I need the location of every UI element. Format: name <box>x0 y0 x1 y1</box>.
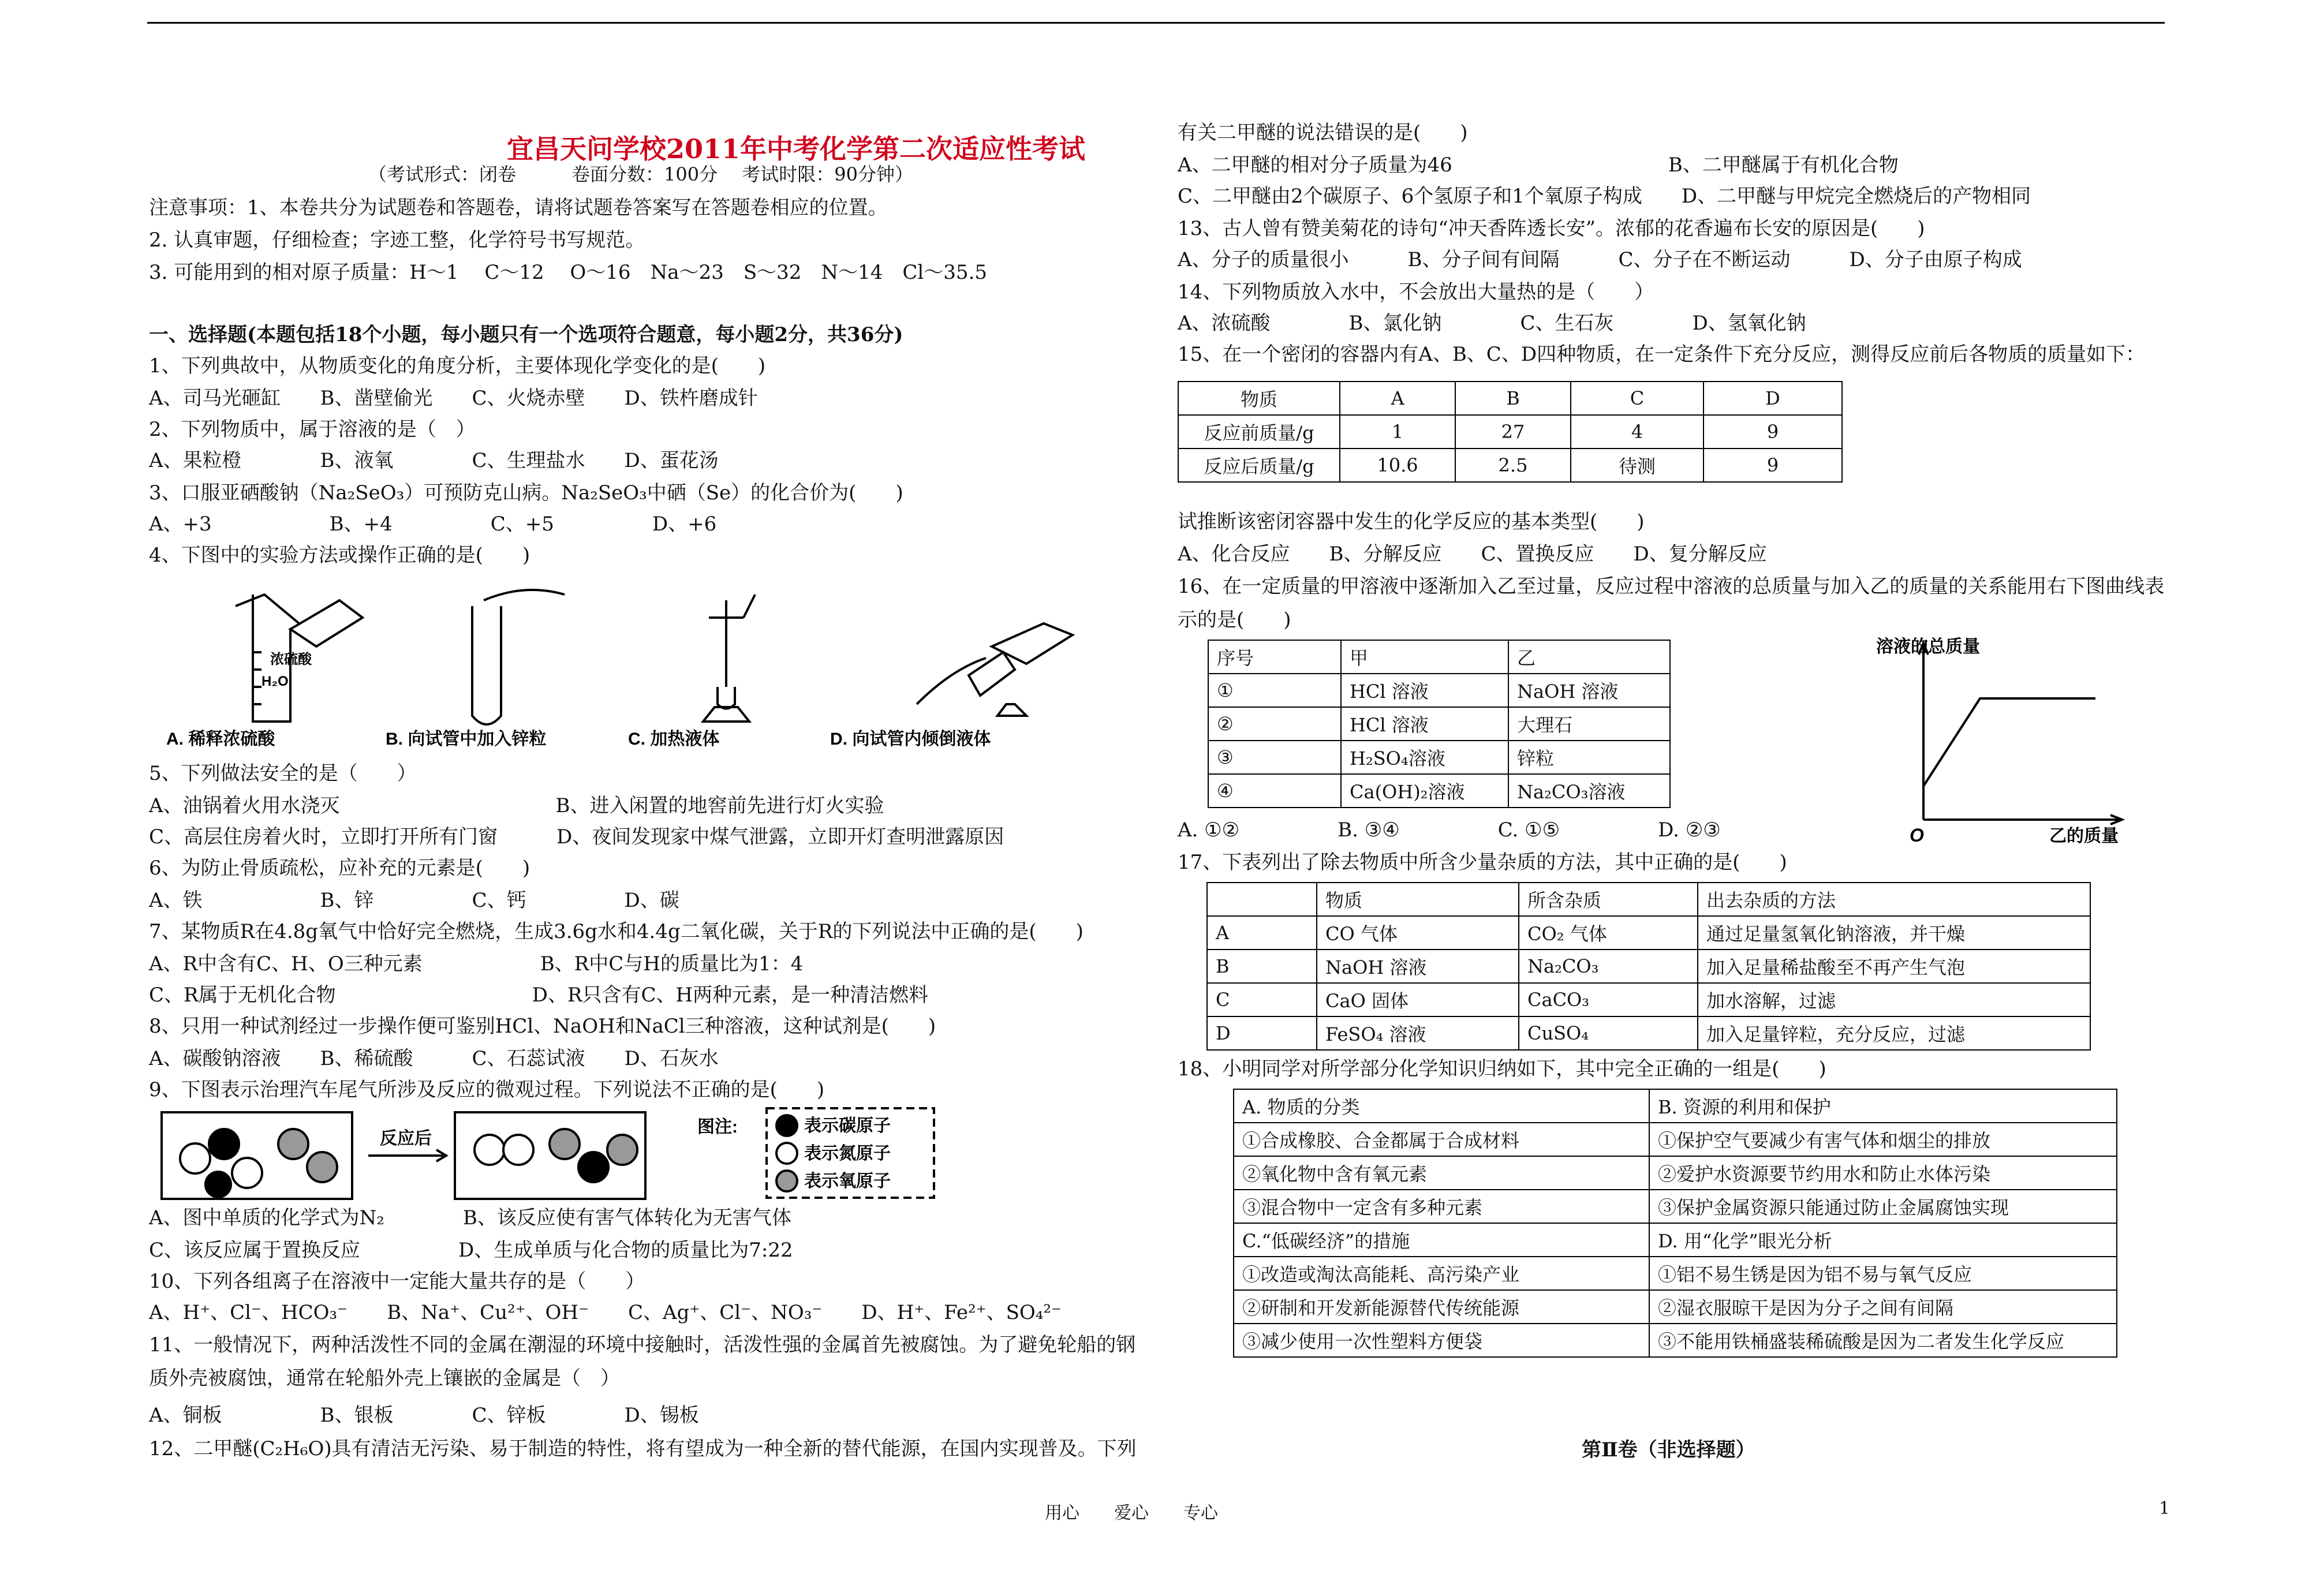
table-cell: 加入足量锌粒，充分反应，过滤 <box>1698 1016 2090 1050</box>
table-cell: HCl 溶液 <box>1341 674 1508 707</box>
table-cell: 所含杂质 <box>1519 883 1698 916</box>
question-line: 8、只用一种试剂经过一步操作便可鉴别HCl、NaOH和NaCl三种溶液，这种试剂是( ) <box>149 1015 936 1038</box>
table-cell: ①改造或淘汰高能耗、高污染产业 <box>1234 1257 1649 1290</box>
table-cell: A <box>1207 916 1317 950</box>
question-line: 9、下图表示治理汽车尾气所涉及反应的微观过程。下列说法不正确的是( ) <box>149 1078 825 1101</box>
question-line: 11、一般情况下，两种活泼性不同的金属在潮湿的环境中接触时，活泼性强的金属首先被腐蚀。为了避免轮船的钢 <box>149 1333 1136 1356</box>
option-line: C、高层住房着火时，立即打开所有门窗 D、夜间发现家中煤气泄露，立即开灯查明泄露原因 <box>149 825 1004 849</box>
notes-line: 注意事项：1、本卷共分为试题卷和答题卷，请将试题卷答案写在答题卷相应的位置。 <box>149 196 888 219</box>
table-cell: 乙 <box>1508 640 1670 674</box>
option-line: A、图中单质的化学式为N₂ B、该反应使有害气体转化为无害气体 <box>149 1206 791 1229</box>
table-cell: 9 <box>1703 415 1842 448</box>
table-cell: 物质 <box>1317 883 1519 916</box>
table-cell: D <box>1207 1016 1317 1050</box>
option-line: A、碳酸钠溶液 B、稀硫酸 C、石蕊试液 D、石灰水 <box>149 1047 719 1070</box>
table-q16 <box>1208 640 1671 808</box>
table-cell: Ca(OH)₂溶液 <box>1341 774 1508 808</box>
fig4-label: A. 稀释浓硫酸 <box>166 730 275 749</box>
table-row <box>1208 741 1670 774</box>
question-line: 15、在一个密闭的容器内有A、B、C、D四种物质，在一定条件下充分反应，测得反应前后各物质的质量如下： <box>1178 343 2146 366</box>
table-q17 <box>1206 882 2091 1051</box>
table-cell: C <box>1207 983 1317 1016</box>
top-rule <box>147 22 2165 24</box>
table-cell: 序号 <box>1208 640 1341 674</box>
legend-title: 图注: <box>697 1117 738 1137</box>
table-row <box>1234 1290 2117 1324</box>
table-cell: NaOH 溶液 <box>1317 950 1519 983</box>
table-cell: CaCO₃ <box>1519 983 1698 1016</box>
table-cell: 2.5 <box>1455 448 1571 482</box>
chart-origin: O <box>1910 825 1924 846</box>
option-line: A. ①② B. ③④ C. ①⑤ D. ②③ <box>1178 818 1721 842</box>
chart-ylabel <box>1876 637 1980 656</box>
table-cell: 1 <box>1340 415 1455 448</box>
question-line: 18、小明同学对所学部分化学知识归纳如下，其中完全正确的一组是( ) <box>1178 1057 1826 1081</box>
reaction-arrow-label: 反应后 <box>380 1129 432 1148</box>
table-row <box>1207 950 2090 983</box>
table-cell: 10.6 <box>1340 448 1455 482</box>
table-row <box>1208 640 1670 674</box>
question-line: 示的是( ) <box>1178 608 1291 631</box>
option-line: A、司马光砸缸 B、凿壁偷光 C、火烧赤壁 D、铁杵磨成针 <box>149 387 758 410</box>
table-row <box>1178 448 1842 482</box>
question-line: 质外壳被腐蚀，通常在轮船外壳上镶嵌的金属是（ ） <box>149 1367 620 1390</box>
table-cell: CaO 固体 <box>1317 983 1519 1016</box>
notes-line: 2. 认真审题，仔细检查；字迹工整，化学符号书写规范。 <box>149 229 645 252</box>
option-line: C、该反应属于置换反应 D、生成单质与化合物的质量比为7:22 <box>149 1239 793 1262</box>
table-cell: 反应前质量/g <box>1178 415 1340 448</box>
table-cell: ③不能用铁桶盛装稀硫酸是因为二者发生化学反应 <box>1649 1324 2117 1357</box>
q16-curve-chart <box>1865 635 2153 849</box>
section-heading: 一、选择题(本题包括18个小题，每小题只有一个选项符合题意，每小题2分，共36分) <box>149 323 903 346</box>
option-line: A、铁 B、锌 C、钙 D、碳 <box>149 889 679 912</box>
fig4-label: B. 向试管中加入锌粒 <box>386 730 547 749</box>
table-cell: A <box>1340 382 1455 415</box>
table-cell: A. 物质的分类 <box>1234 1089 1649 1123</box>
table-cell: 通过足量氢氧化钠溶液，并干燥 <box>1698 916 2090 950</box>
option-line: A、+3 B、+4 C、+5 D、+6 <box>149 513 717 536</box>
question-line: 1、下列典故中，从物质变化的角度分析，主要体现化学变化的是( ) <box>149 354 766 377</box>
footer-motto: 用心 爱心 专心 <box>1045 1503 1218 1523</box>
table-row <box>1207 883 2090 916</box>
table-cell: ②氧化物中含有氧元素 <box>1234 1156 1649 1190</box>
question-line: 4、下图中的实验方法或操作正确的是( ) <box>149 544 531 567</box>
table-row <box>1234 1223 2117 1257</box>
table-row <box>1207 983 2090 1016</box>
table-cell: ②爱护水资源要节约用水和防止水体污染 <box>1649 1156 2117 1190</box>
table-q15 <box>1178 381 1843 483</box>
question-line: 2、下列物质中，属于溶液的是（ ） <box>149 418 476 441</box>
question-line: 5、下列做法安全的是（ ） <box>149 762 417 785</box>
table-cell: FeSO₄ 溶液 <box>1317 1016 1519 1050</box>
legend-item: 表示氧原子 <box>804 1172 891 1191</box>
option-line: A、分子的质量很小 B、分子间有间隔 C、分子在不断运动 D、分子由原子构成 <box>1178 248 2022 271</box>
question-line: 14、下列物质放入水中，不会放出大量热的是（ ） <box>1178 281 1654 304</box>
table-cell: 9 <box>1703 448 1842 482</box>
fig4-label: D. 向试管内倾倒液体 <box>830 730 991 749</box>
option-line: A、油锅着火用水浇灭 B、进入闲置的地窖前先进行灯火实验 <box>149 794 884 817</box>
question-line: 7、某物质R在4.8g氧气中恰好完全燃烧，生成3.6g水和4.4g二氧化碳，关于R的下列说法中正确的是( ) <box>149 920 1084 943</box>
table-cell: D. 用“化学”眼光分析 <box>1649 1223 2117 1257</box>
question-line: 16、在一定质量的甲溶液中逐渐加入乙至过量，反应过程中溶液的总质量与加入乙的质量的关系能用右下图曲线表 <box>1178 575 2165 598</box>
table-row <box>1208 674 1670 707</box>
table-cell: C <box>1571 382 1703 415</box>
table-row <box>1208 707 1670 741</box>
table-cell: 反应后质量/g <box>1178 448 1340 482</box>
option-line: A、果粒橙 B、液氧 C、生理盐水 D、蛋花汤 <box>149 449 719 472</box>
table-cell: ④ <box>1208 774 1341 808</box>
table-row <box>1234 1190 2117 1223</box>
option-line: A、铜板 B、银板 C、锌板 D、锡板 <box>149 1404 699 1427</box>
table-cell: NaOH 溶液 <box>1508 674 1670 707</box>
table-cell: ①铝不易生锈是因为铝不易与氧气反应 <box>1649 1257 2117 1290</box>
table-cell: ③ <box>1208 741 1341 774</box>
table-cell: 物质 <box>1178 382 1340 415</box>
table-cell: ① <box>1208 674 1341 707</box>
table-row <box>1234 1257 2117 1290</box>
fig4-label: C. 加热液体 <box>628 730 720 749</box>
table-row <box>1234 1156 2117 1190</box>
table-row <box>1207 916 2090 950</box>
table-cell: CO₂ 气体 <box>1519 916 1698 950</box>
table-row <box>1207 1016 2090 1050</box>
question-line: 试推断该密闭容器中发生的化学反应的基本类型( ) <box>1178 510 1645 533</box>
experiment-figure <box>166 583 1090 750</box>
table-row <box>1178 415 1842 448</box>
table-row <box>1208 774 1670 808</box>
table-cell: ①保护空气要减少有害气体和烟尘的排放 <box>1649 1123 2117 1156</box>
option-line: C、R属于无机化合物 D、R只含有C、H两种元素，是一种清洁燃料 <box>149 984 929 1007</box>
table-cell: B <box>1207 950 1317 983</box>
table-cell: Na₂CO₃溶液 <box>1508 774 1670 808</box>
fig4-inner-label: H₂O <box>261 674 289 689</box>
table-cell: ② <box>1208 707 1341 741</box>
table-cell: Na₂CO₃ <box>1519 950 1698 983</box>
table-cell: 锌粒 <box>1508 741 1670 774</box>
reaction-diagram <box>160 1104 969 1202</box>
option-line: A、H⁺、Cl⁻、HCO₃⁻ B、Na⁺、Cu²⁺、OH⁻ C、Ag⁺、Cl⁻、NO₃⁻ D、H⁺、Fe²⁺、SO₄²⁻ <box>149 1301 1062 1324</box>
part-two-heading: 第Ⅱ卷（非选择题） <box>1582 1438 1755 1462</box>
question-line: 13、古人曾有赞美菊花的诗句“冲天香阵透长安”。浓郁的花香遍布长安的原因是( ) <box>1178 217 1925 240</box>
table-cell: 待测 <box>1571 448 1703 482</box>
exam-title: 宜昌天问学校2011年中考化学第二次适应性考试 <box>507 133 1086 165</box>
table-row <box>1234 1324 2117 1357</box>
table-cell <box>1207 883 1317 916</box>
legend-item: 表示氮原子 <box>804 1144 891 1163</box>
table-cell: ①合成橡胶、合金都属于合成材料 <box>1234 1123 1649 1156</box>
table-cell: HCl 溶液 <box>1341 707 1508 741</box>
table-cell: ③保护金属资源只能通过防止金属腐蚀实现 <box>1649 1190 2117 1223</box>
table-cell: CuSO₄ <box>1519 1016 1698 1050</box>
question-line: 12、二甲醚(C₂H₆O)具有清洁无污染、易于制造的特性，将有望成为一种全新的替代能源，在国内实现普及。下列 <box>149 1437 1137 1460</box>
table-cell: 加入足量稀盐酸至不再产生气泡 <box>1698 950 2090 983</box>
table-row <box>1178 382 1842 415</box>
table-row <box>1234 1123 2117 1156</box>
option-line: A、R中含有C、H、O三种元素 B、R中C与H的质量比为1：4 <box>149 952 804 975</box>
table-cell: 甲 <box>1341 640 1508 674</box>
table-cell: ③混合物中一定含有多种元素 <box>1234 1190 1649 1223</box>
question-line: 3、口服亚硒酸钠（Na₂SeO₃）可预防克山病。Na₂SeO₃中硒（Se）的化合价为( ) <box>149 481 903 504</box>
table-cell: B. 资源的利用和保护 <box>1649 1089 2117 1123</box>
table-cell: ②研制和开发新能源替代传统能源 <box>1234 1290 1649 1324</box>
question-line: 10、下列各组离子在溶液中一定能大量共存的是（ ） <box>149 1270 645 1293</box>
question-line: 6、为防止骨质疏松，应补充的元素是( ) <box>149 857 531 880</box>
option-line: A、化合反应 B、分解反应 C、置换反应 D、复分解反应 <box>1178 543 1767 566</box>
option-line: A、浓硫酸 B、氯化钠 C、生石灰 D、氢氧化钠 <box>1178 312 1806 335</box>
table-cell: 出去杂质的方法 <box>1698 883 2090 916</box>
table-cell: 加水溶解，过滤 <box>1698 983 2090 1016</box>
table-row <box>1234 1089 2117 1123</box>
table-cell: H₂SO₄溶液 <box>1341 741 1508 774</box>
option-line: C、二甲醚由2个碳原子、6个氢原子和1个氧原子构成 D、二甲醚与甲烷完全燃烧后的产物相同 <box>1178 185 2031 208</box>
table-cell: ③减少使用一次性塑料方便袋 <box>1234 1324 1649 1357</box>
table-cell: ②湿衣服晾干是因为分子之间有间隔 <box>1649 1290 2117 1324</box>
question-line: 有关二甲醚的说法错误的是( ) <box>1178 121 1468 144</box>
legend-item: 表示碳原子 <box>804 1116 891 1135</box>
table-q18 <box>1233 1089 2117 1358</box>
table-cell: C.“低碳经济”的措施 <box>1234 1223 1649 1257</box>
table-cell: D <box>1703 382 1842 415</box>
option-line: A、二甲醚的相对分子质量为46 B、二甲醚属于有机化合物 <box>1178 154 1899 177</box>
fig4-inner-label: 浓硫酸 <box>270 652 312 667</box>
chart-ylabel-text: 溶液的总质量 <box>1876 637 1980 656</box>
table-cell: B <box>1455 382 1571 415</box>
chart-xlabel: 乙的质量 <box>2049 827 2119 846</box>
table-cell: CO 气体 <box>1317 916 1519 950</box>
table-cell: 27 <box>1455 415 1571 448</box>
exam-info: （考试形式：闭卷 卷面分数：100分 考试时限：90分钟） <box>368 163 913 185</box>
notes-line: 3. 可能用到的相对原子质量：H～1 C～12 O～16 Na～23 S～32 N～14 Cl～35.5 <box>149 261 988 284</box>
table-cell: 大理石 <box>1508 707 1670 741</box>
page-number: 1 <box>2159 1498 2170 1519</box>
table-cell: 4 <box>1571 415 1703 448</box>
question-line: 17、下表列出了除去物质中所含少量杂质的方法，其中正确的是( ) <box>1178 851 1787 874</box>
